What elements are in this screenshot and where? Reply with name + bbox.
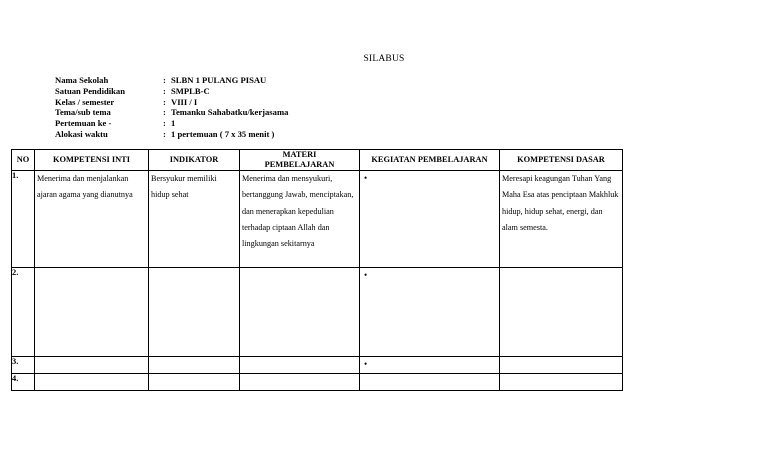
info-label: Satuan Pendidikan <box>55 85 125 96</box>
info-label: Alokasi waktu <box>55 128 108 139</box>
cell-kompetensi-dasar <box>500 268 623 357</box>
bullet-icon: • <box>364 173 368 183</box>
row-number: 1. <box>12 171 35 268</box>
cell-materi <box>240 268 360 357</box>
row-number: 3. <box>12 357 35 374</box>
row-number: 4. <box>12 374 35 391</box>
info-label: Kelas / semester <box>55 96 115 107</box>
info-block <box>55 75 288 140</box>
info-separator: : <box>163 118 166 129</box>
info-row-pertemuan <box>55 118 288 129</box>
info-value: Temanku Sahabatku/kerjasama <box>171 107 289 118</box>
header-kompetensi-inti: KOMPETENSI INTI <box>35 150 149 171</box>
header-no: NO <box>12 150 35 171</box>
cell-kompetensi-inti <box>35 268 149 357</box>
info-value: VIII / I <box>171 96 198 107</box>
info-separator: : <box>163 85 166 96</box>
info-row-alokasi-waktu <box>55 129 288 140</box>
info-separator: : <box>163 96 166 107</box>
info-value: SMPLB-C <box>171 85 210 96</box>
cell-materi <box>240 374 360 391</box>
table-row <box>12 171 623 268</box>
cell-kompetensi-inti <box>35 374 149 391</box>
info-value: 1 <box>171 118 176 129</box>
info-row-nama-sekolah <box>55 75 288 86</box>
cell-text: Menerima dan menjalankan ajaran agama yang dianutnya <box>37 174 133 200</box>
cell-kompetensi-dasar <box>500 374 623 391</box>
cell-indikator <box>149 374 240 391</box>
info-label: Nama Sekolah <box>55 75 109 85</box>
info-separator: : <box>163 75 166 85</box>
header-kompetensi-dasar: KOMPETENSI DASAR <box>500 150 623 171</box>
info-row-satuan-pendidikan <box>55 86 288 97</box>
table-header-row <box>12 150 623 171</box>
silabus-table <box>11 149 623 391</box>
cell-text: Meresapi keagungan Tuhan Yang Maha Esa atas penciptaan Makhluk hidup, hidup sehat, energi, dan alam semesta. <box>502 174 619 232</box>
header-indikator: INDIKATOR <box>149 150 240 171</box>
cell-kegiatan <box>360 374 500 391</box>
info-label: Tema/sub tema <box>55 107 111 118</box>
cell-kegiatan <box>360 171 500 268</box>
table-row <box>12 374 623 391</box>
cell-materi <box>240 171 360 268</box>
cell-indikator <box>149 171 240 268</box>
header-materi: MATERI PEMBELAJARAN <box>240 150 360 171</box>
info-value: 1 pertemuan ( 7 x 35 menit ) <box>171 128 275 139</box>
cell-kompetensi-dasar <box>500 171 623 268</box>
table-row <box>12 357 623 374</box>
cell-kompetensi-inti <box>35 357 149 374</box>
bullet-icon: • <box>364 359 368 369</box>
cell-kegiatan <box>360 357 500 374</box>
bullet-icon: • <box>364 270 368 280</box>
cell-kompetensi-dasar <box>500 357 623 374</box>
info-label: Pertemuan ke - <box>55 118 112 129</box>
info-value: SLBN 1 PULANG PISAU <box>171 75 267 85</box>
cell-indikator <box>149 268 240 357</box>
cell-indikator <box>149 357 240 374</box>
info-row-tema <box>55 107 288 118</box>
row-number: 2. <box>12 268 35 357</box>
page-title: SILABUS <box>363 54 405 64</box>
info-row-kelas-semester <box>55 97 288 108</box>
info-separator: : <box>163 107 166 118</box>
cell-kegiatan <box>360 268 500 357</box>
table-row <box>12 268 623 357</box>
header-kegiatan: KEGIATAN PEMBELAJARAN <box>360 150 500 171</box>
cell-text: Bersyukur memiliki hidup sehat <box>151 174 217 200</box>
cell-materi <box>240 357 360 374</box>
cell-kompetensi-inti <box>35 171 149 268</box>
info-separator: : <box>163 128 166 139</box>
cell-text: Menerima dan mensyukuri, bertanggung Jawab, menciptakan, dan menerapkan kepedulian terhadap ciptaan Allah dan lingkungan sekitarnya <box>242 174 354 249</box>
